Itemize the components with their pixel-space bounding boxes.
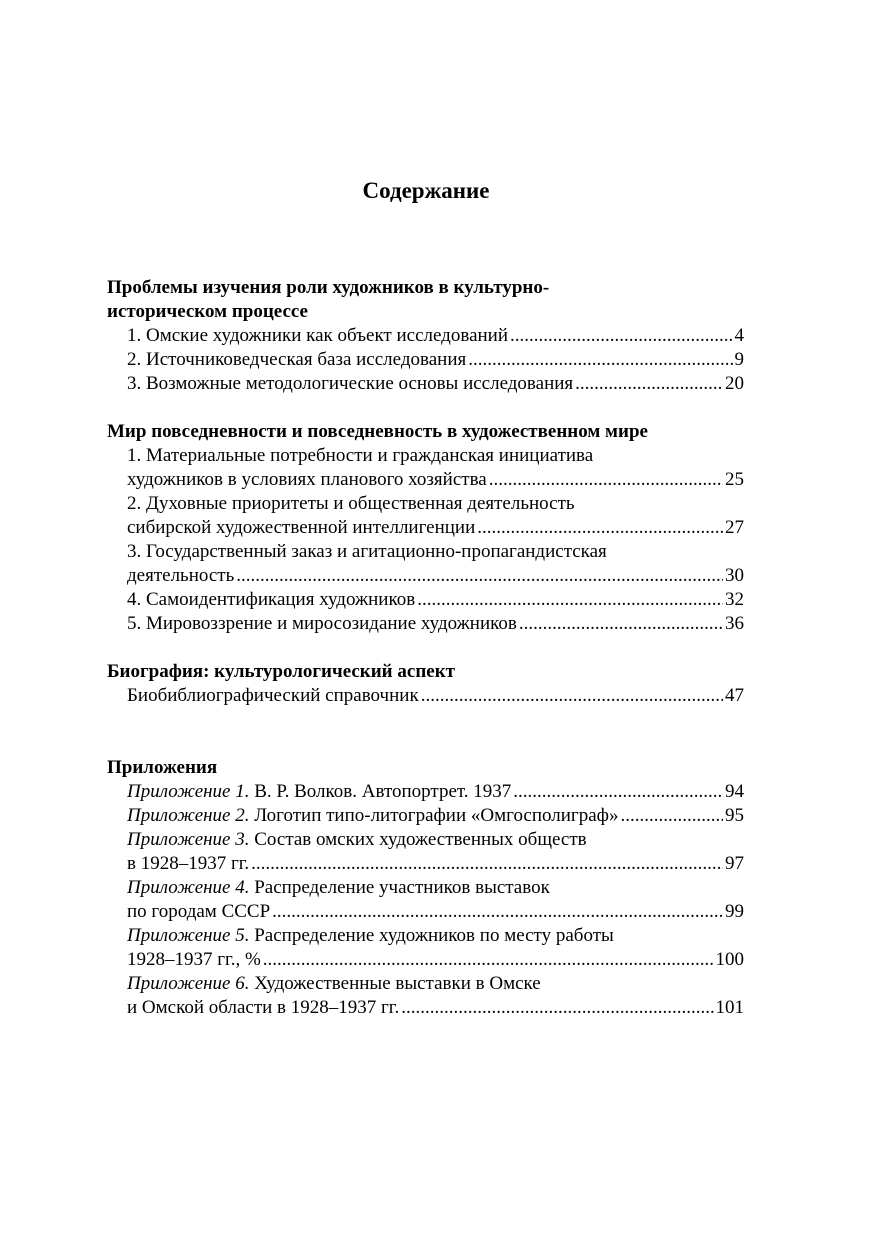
toc-page-number: 95	[725, 805, 744, 826]
toc-entry-first-line	[127, 924, 744, 948]
toc-entry-line	[127, 564, 744, 588]
dot-leader	[620, 804, 723, 828]
toc-entry-line	[127, 684, 744, 708]
toc-entry-text: и Омской области в 1928–1937 гг.	[127, 997, 400, 1018]
toc-entry-text: художников в условиях планового хозяйства	[127, 469, 487, 490]
toc-entry-text: Логотип типо-литографии «Омгосполиграф»	[249, 805, 619, 826]
toc-entry-text-wrap	[127, 852, 249, 876]
toc-entry-first-line	[127, 492, 744, 516]
toc-entry-line	[127, 900, 744, 924]
toc-entry-text-wrap	[127, 468, 487, 492]
toc-entry-line	[127, 372, 744, 396]
toc-entry-text: сибирской художественной интеллигенции	[127, 517, 476, 538]
toc-entry-first-line	[127, 972, 744, 996]
toc-entry-text: 2. Источниковедческая база исследования	[127, 349, 467, 370]
toc-entry-first-text: Распределение участников выставок	[249, 877, 550, 898]
dot-leader	[401, 996, 713, 1020]
toc-section-title: Мир повседневности и повседневность в художественном мире	[107, 421, 648, 442]
toc-entry-line	[127, 852, 744, 876]
toc-entry-line	[127, 324, 744, 348]
toc-entry-line	[127, 468, 744, 492]
toc-entry-text-wrap	[127, 516, 475, 540]
toc-entry-text-wrap	[127, 564, 234, 588]
dot-leader	[417, 588, 723, 612]
toc-entry-text: деятельность	[127, 565, 235, 586]
toc-entry-text: по городам СССР	[127, 901, 271, 922]
toc-entry-text-wrap	[127, 804, 618, 828]
toc-entry-text-wrap	[127, 324, 508, 348]
toc-entry-line	[127, 948, 744, 972]
toc-entry-label: Приложение 4.	[127, 877, 250, 898]
toc-entry[interactable]	[107, 588, 744, 612]
toc-entry-text: В. Р. Волков. Автопортрет. 1937	[249, 781, 512, 802]
toc-page-number: 97	[725, 853, 744, 874]
toc-page-number: 100	[715, 949, 744, 970]
toc-page-number: 47	[725, 685, 744, 706]
toc-entry-text-wrap	[127, 348, 466, 372]
dot-leader	[236, 564, 723, 588]
toc-entry-first-text: 1. Материальные потребности и гражданская инициатива	[127, 445, 594, 466]
dot-leader	[575, 372, 723, 396]
dot-leader	[421, 684, 723, 708]
toc-entry[interactable]	[107, 780, 744, 804]
toc-entry-text-wrap	[127, 780, 511, 804]
toc-entry[interactable]	[107, 612, 744, 636]
toc-entry-line	[127, 780, 744, 804]
dot-leader	[489, 468, 723, 492]
toc-entry-text-wrap	[127, 900, 270, 924]
table-of-contents	[107, 276, 744, 1020]
toc-entry-text-wrap	[127, 588, 415, 612]
toc-section	[107, 756, 744, 1020]
page-title: Содержание	[362, 178, 490, 203]
toc-page-number: 36	[725, 613, 744, 634]
dot-leader	[513, 780, 723, 804]
toc-page-number: 99	[725, 901, 744, 922]
toc-entry-line	[127, 804, 744, 828]
toc-section-title: Биография: культурологический аспект	[107, 661, 455, 682]
toc-entry-label: Приложение 1.	[127, 781, 250, 802]
dot-leader	[468, 348, 732, 372]
toc-entry-label: Приложение 6.	[127, 973, 250, 994]
toc-page-number: 101	[715, 997, 744, 1018]
toc-entry-first-text: 2. Духовные приоритеты и общественная деятельность	[127, 493, 575, 514]
toc-page-number: 20	[725, 373, 744, 394]
toc-entry-text: 1928–1937 гг., %	[127, 949, 261, 970]
toc-entry-line	[127, 996, 744, 1020]
toc-section	[107, 660, 744, 708]
toc-entry[interactable]	[107, 324, 744, 348]
toc-section-title: Проблемы изучения роли художников в культурно- историческом процессе	[107, 277, 550, 322]
toc-page-number: 9	[734, 349, 744, 370]
dot-leader	[510, 324, 732, 348]
toc-entry-first-line	[127, 876, 744, 900]
toc-entry[interactable]	[107, 804, 744, 828]
toc-entry-text: 1. Омские художники как объект исследований	[127, 325, 509, 346]
dot-leader	[477, 516, 723, 540]
toc-entry[interactable]	[107, 828, 744, 876]
toc-page-number: 30	[725, 565, 744, 586]
toc-page-number: 27	[725, 517, 744, 538]
toc-entry-first-text: Состав омских художественных обществ	[249, 829, 587, 850]
toc-entry-line	[127, 348, 744, 372]
toc-entry[interactable]	[107, 444, 744, 492]
toc-section-title: Приложения	[107, 757, 218, 778]
toc-page-number: 94	[725, 781, 744, 802]
toc-entry-first-text: 3. Государственный заказ и агитационно-пропагандистская	[127, 541, 607, 562]
toc-page-number: 25	[725, 469, 744, 490]
toc-page-number: 4	[734, 325, 744, 346]
toc-entry-text-wrap	[127, 612, 517, 636]
toc-entry-text-wrap	[127, 948, 261, 972]
toc-entry[interactable]	[107, 684, 744, 708]
toc-entry-label: Приложение 5.	[127, 925, 250, 946]
dot-leader	[272, 900, 723, 924]
dot-leader	[519, 612, 723, 636]
toc-entry-text-wrap	[127, 684, 419, 708]
toc-section	[107, 276, 744, 396]
toc-entry-line	[127, 588, 744, 612]
toc-entry-text: 3. Возможные методологические основы исследования	[127, 373, 574, 394]
toc-entry-first-text: Распределение художников по месту работы	[249, 925, 614, 946]
toc-entry-first-line	[127, 444, 744, 468]
toc-entry-first-text: Художественные выставки в Омске	[249, 973, 541, 994]
toc-section	[107, 420, 744, 636]
dot-leader	[251, 852, 723, 876]
toc-entry-text: 4. Самоидентификация художников	[127, 589, 416, 610]
toc-entry-text-wrap	[127, 996, 399, 1020]
toc-entry-label: Приложение 2.	[127, 805, 250, 826]
toc-entry-line	[127, 612, 744, 636]
toc-entry-text: 5. Мировоззрение и миросозидание художников	[127, 613, 517, 634]
toc-entry-text-wrap	[127, 372, 573, 396]
dot-leader	[263, 948, 714, 972]
toc-entry-first-line	[127, 828, 744, 852]
toc-entry[interactable]	[107, 972, 744, 1020]
toc-entry-text: в 1928–1937 гг.	[127, 853, 250, 874]
toc-entry[interactable]	[107, 540, 744, 588]
toc-page-number: 32	[725, 589, 744, 610]
toc-entry-text: Биобиблиографический справочник	[127, 685, 419, 706]
toc-entry[interactable]	[107, 924, 744, 972]
toc-entry-line	[127, 516, 744, 540]
toc-entry-first-line	[127, 540, 744, 564]
toc-entry[interactable]	[107, 492, 744, 540]
toc-entry[interactable]	[107, 372, 744, 396]
toc-entry[interactable]	[107, 876, 744, 924]
toc-entry-label: Приложение 3.	[127, 829, 250, 850]
toc-entry[interactable]	[107, 348, 744, 372]
